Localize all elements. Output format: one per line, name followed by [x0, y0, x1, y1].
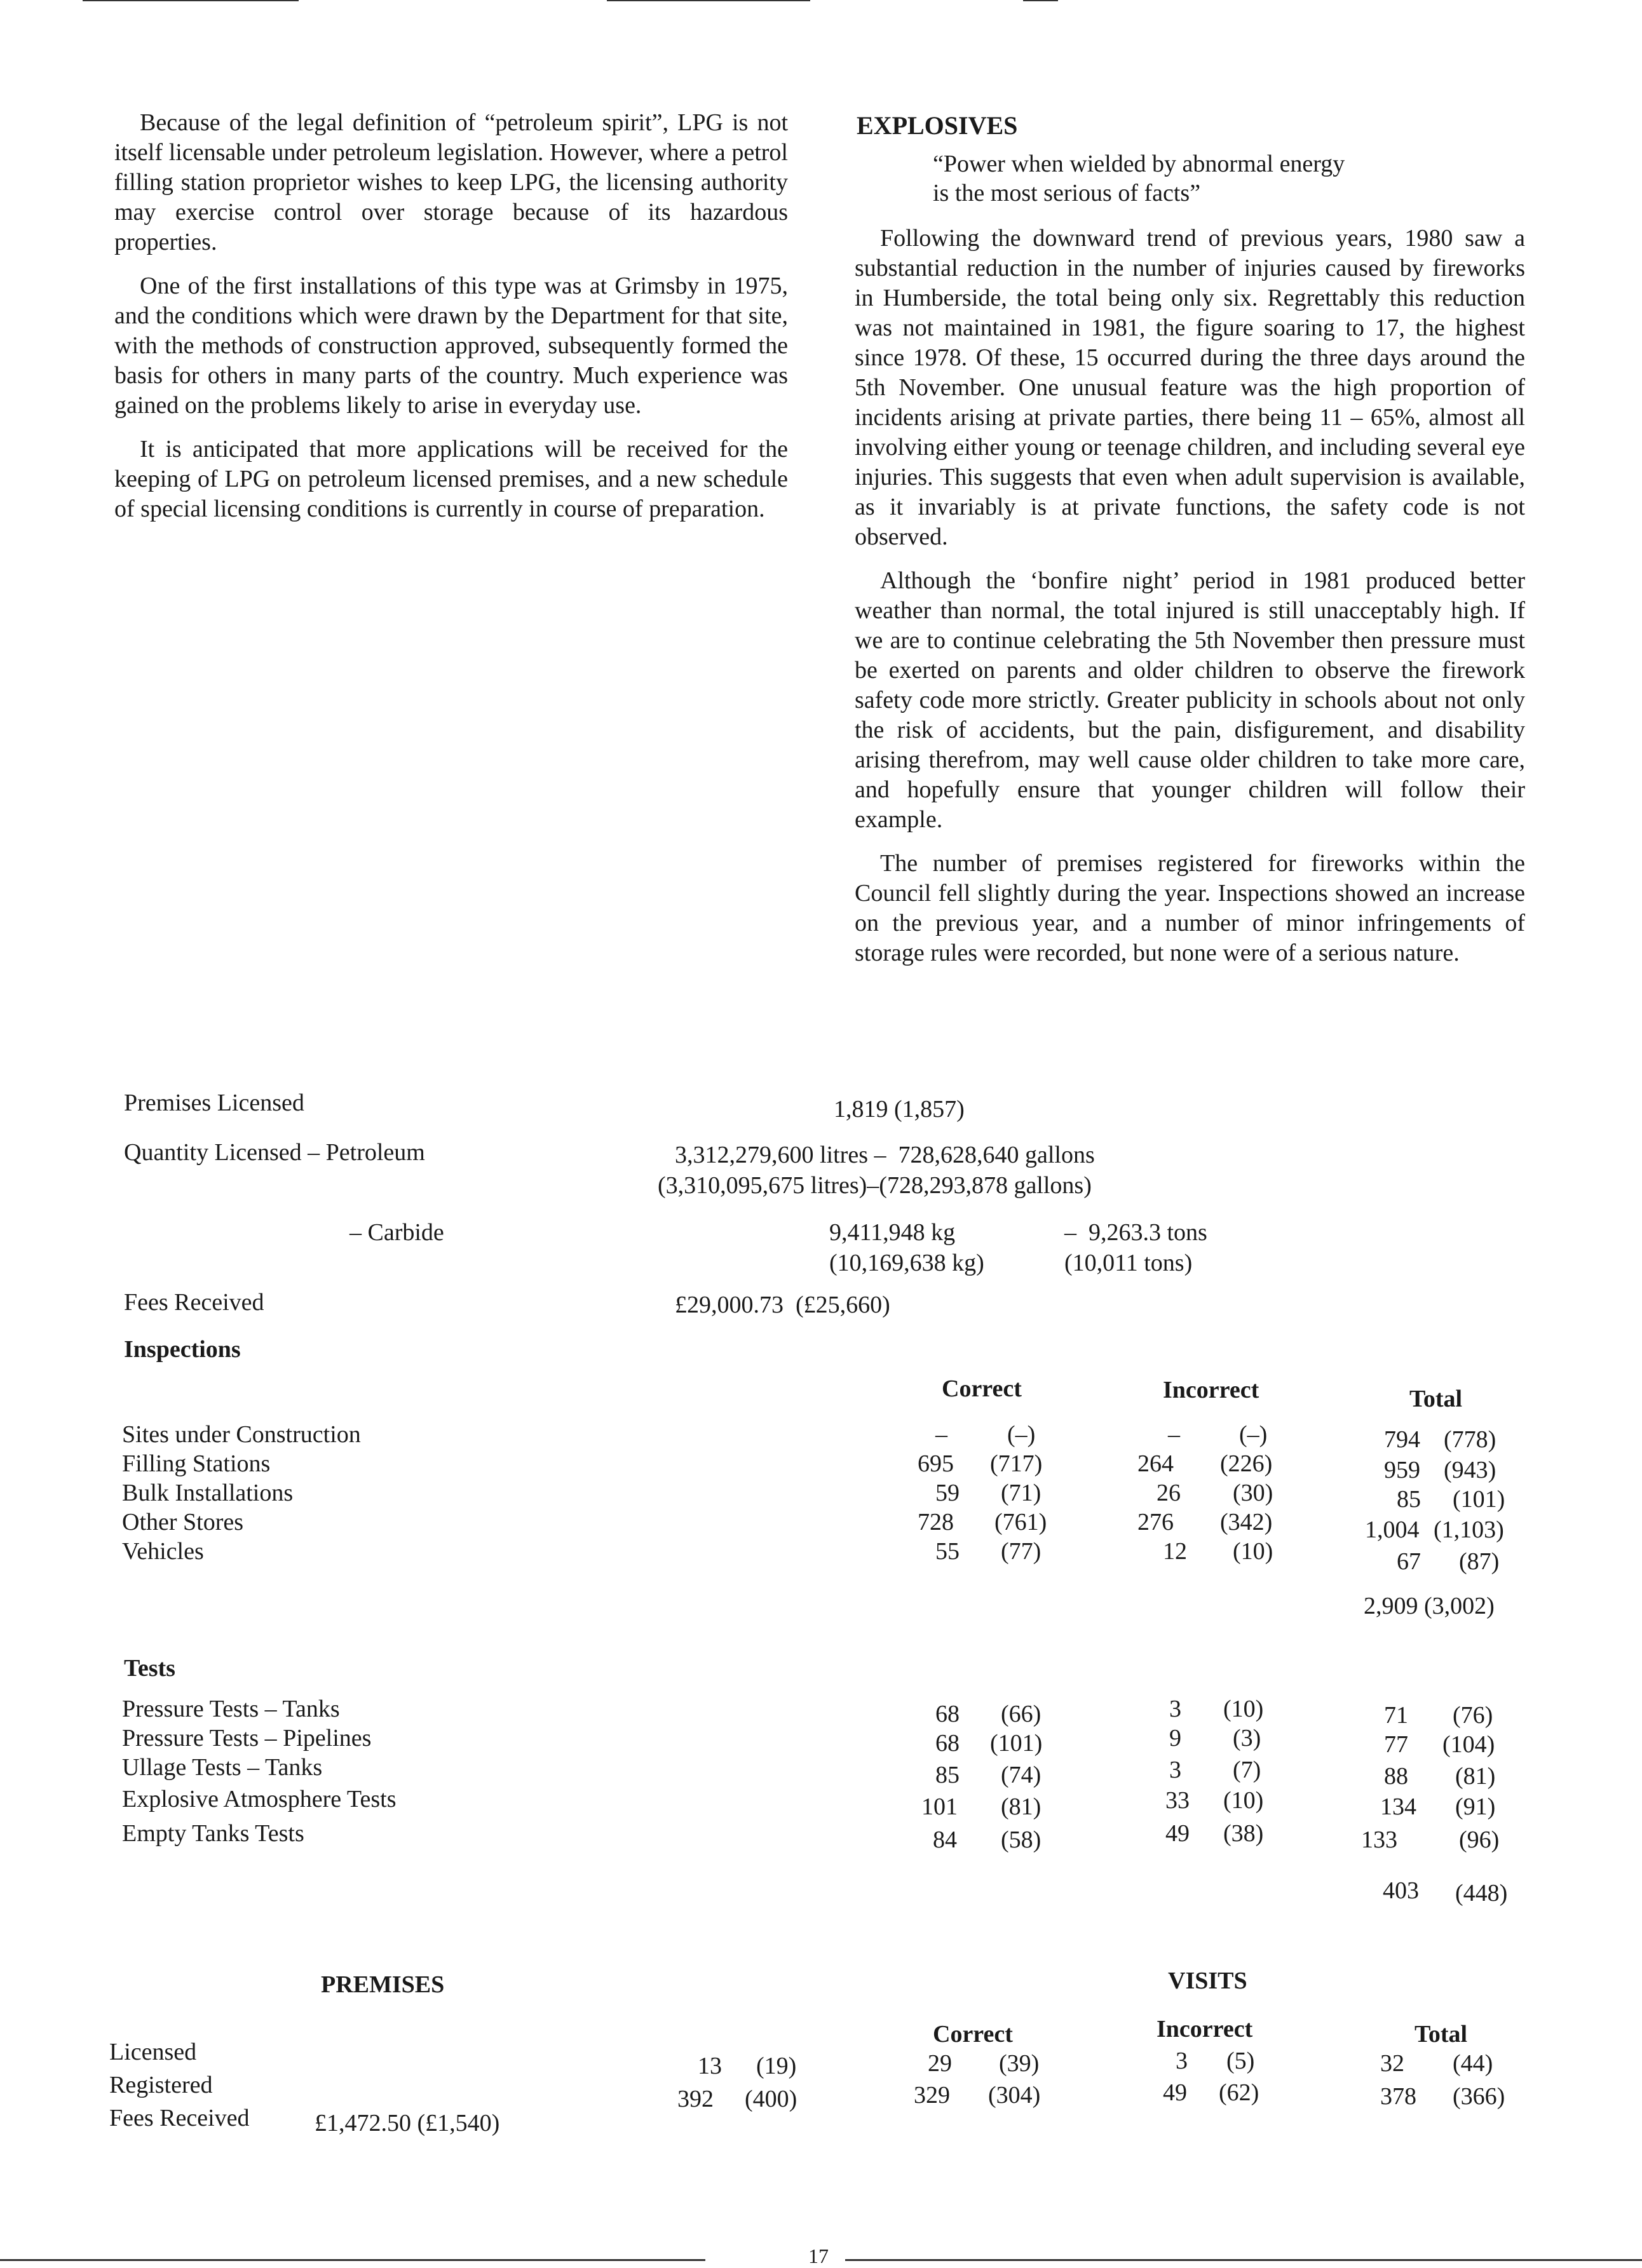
premises-fees-label: Fees Received: [109, 2105, 250, 2131]
petroleum-line-1: 3,312,279,600 litres – 728,628,640 gallons: [675, 1142, 1095, 1168]
correct-value: 68: [935, 1701, 960, 1727]
left-paragraph-2: One of the first installations of this type was at Grimsby in 1975, and the conditions which were drawn by the Department for that site, with the methods of construction approved, subsequently formed the basis for others in many parts of the country. Much experience was gained on the problems likely to arise in everyday use.: [114, 273, 788, 419]
row-label: Filling Stations: [122, 1450, 271, 1477]
incorrect-prev: (–): [1239, 1421, 1268, 1448]
registered-incorrect-prev: (62): [1219, 2079, 1259, 2106]
incorrect-value: 9: [1169, 1725, 1181, 1752]
incorrect-value: 49: [1165, 1820, 1190, 1847]
fees-received-value: £29,000.73 (£25,660): [675, 1292, 890, 1318]
premises-licensed-label: Premises Licensed: [124, 1090, 304, 1116]
total-prev: (943): [1444, 1457, 1496, 1483]
row-label: Empty Tanks Tests: [122, 1820, 304, 1847]
total-prev: (96): [1459, 1826, 1500, 1853]
correct-prev: (77): [1001, 1538, 1042, 1565]
left-paragraph-3: It is anticipated that more applications will be received for the keeping of LPG on petroleum licensed premises, and a new schedule of special licensing conditions is currently in course of preparation.: [114, 436, 788, 522]
incorrect-prev: (10): [1233, 1538, 1273, 1565]
total-value: 1,004: [1365, 1516, 1420, 1543]
carbide-label: – Carbide: [349, 1219, 444, 1246]
carbide-tons: – 9,263.3 tons: [1064, 1219, 1207, 1246]
premises-heading: PREMISES: [321, 1971, 445, 1998]
total-prev: (778): [1444, 1426, 1496, 1453]
carbide-kg-prev: (10,169,638 kg): [829, 1250, 984, 1276]
correct-value: –: [935, 1421, 947, 1448]
incorrect-prev: (10): [1223, 1787, 1264, 1814]
incorrect-value: 26: [1157, 1480, 1181, 1506]
licensed-count-prev: (19): [756, 2053, 797, 2079]
incorrect-prev: (3): [1233, 1725, 1261, 1752]
total-prev: (104): [1442, 1731, 1495, 1758]
page-number: 17: [808, 2244, 829, 2267]
incorrect-value: 12: [1163, 1538, 1187, 1565]
correct-prev: (81): [1001, 1793, 1042, 1820]
correct-value: 55: [935, 1538, 960, 1565]
explosives-heading: EXPLOSIVES: [857, 111, 1018, 140]
total-prev: (87): [1459, 1548, 1500, 1575]
explosives-quote-line-2: is the most serious of facts”: [933, 180, 1201, 206]
petroleum-line-2: (3,310,095,675 litres)–(728,293,878 gallons): [658, 1172, 1092, 1199]
registered-count: 392: [677, 2086, 714, 2112]
licensed-incorrect-prev: (5): [1226, 2048, 1255, 2074]
correct-prev: (74): [1001, 1762, 1042, 1788]
total-value: 71: [1384, 1702, 1408, 1729]
total-prev: (91): [1455, 1793, 1496, 1820]
tests-grand-total: 403: [1383, 1877, 1419, 1904]
inspections-col-correct: Correct: [942, 1375, 1022, 1402]
licensed-incorrect: 3: [1176, 2048, 1188, 2074]
registered-total-prev: (366): [1453, 2083, 1505, 2110]
correct-value: 695: [918, 1450, 954, 1477]
explosives-paragraph-1: Following the downward trend of previous years, 1980 saw a substantial reduction in the number of injuries caused by fireworks in Humberside, the total being only six. Regrettably this reduction was not maintained in 1981, the figure soaring to 17, the highest since 1978. Of these, 15 occurred during the three days around the 5th November. One unusual feature was the high proportion of incidents arising at private parties, there being 11 – 65%, almost all involving either young or teenage children, and including several eye injuries. This suggests that even when adult supervision is available, as it invariably is at private functions, the safety code is not observed.: [855, 225, 1525, 550]
correct-prev: (66): [1001, 1701, 1042, 1727]
correct-value: 84: [933, 1826, 957, 1853]
visits-col-incorrect: Incorrect: [1157, 2016, 1253, 2042]
incorrect-value: 33: [1165, 1787, 1190, 1814]
visits-col-total: Total: [1415, 2021, 1468, 2048]
registered-incorrect: 49: [1163, 2079, 1187, 2106]
explosives-body: [855, 224, 1525, 982]
left-paragraph-1: Because of the legal definition of “petroleum spirit”, LPG is not itself licensable under petroleum legislation. However, where a petrol filling station proprietor wishes to keep LPG, the licensing authority may exercise control over storage because of its hazardous properties.: [114, 109, 788, 255]
tests-heading: Tests: [124, 1655, 175, 1682]
correct-value: 85: [935, 1762, 960, 1788]
premises-licensed-value: 1,819 (1,857): [834, 1096, 965, 1123]
tests-grand-total-prev: (448): [1455, 1880, 1508, 1907]
correct-value: 101: [921, 1793, 958, 1820]
total-prev: (101): [1453, 1486, 1505, 1513]
row-label: Explosive Atmosphere Tests: [122, 1786, 397, 1812]
incorrect-value: 264: [1137, 1450, 1174, 1477]
total-value: 794: [1384, 1426, 1420, 1453]
licensed-total-prev: (44): [1453, 2050, 1493, 2077]
incorrect-prev: (226): [1220, 1450, 1273, 1477]
premises-fees-value: £1,472.50 (£1,540): [315, 2110, 500, 2136]
incorrect-prev: (7): [1233, 1757, 1261, 1783]
registered-total: 378: [1380, 2083, 1416, 2110]
incorrect-value: 3: [1169, 1757, 1181, 1783]
visits-heading: VISITS: [1168, 1968, 1247, 1994]
registered-correct: 329: [914, 2082, 950, 2109]
incorrect-prev: (38): [1223, 1820, 1264, 1847]
correct-value: 728: [918, 1509, 954, 1536]
explosives-paragraph-2: Although the ‘bonfire night’ period in 1981 produced better weather than normal, the total injured is still unacceptably high. If we are to continue celebrating the 5th November then pressure must be exerted on parents and older children to observe the firework safety code more strictly. Greater publicity in schools about not only the risk of accidents, but the pain, disfigurement, and disability arising therefrom, may well cause older children to take more care, and hopefully ensure that younger children will follow their example.: [855, 567, 1525, 833]
total-value: 959: [1384, 1457, 1420, 1483]
left-column: [114, 108, 788, 538]
fees-received-label: Fees Received: [124, 1289, 264, 1316]
inspections-col-total: Total: [1409, 1386, 1463, 1412]
bottom-rule-left: [0, 2259, 705, 2261]
bottom-rule-right: [845, 2259, 1642, 2261]
total-prev: (1,103): [1434, 1516, 1504, 1543]
registered-label: Registered: [109, 2072, 213, 2098]
row-label: Ullage Tests – Tanks: [122, 1754, 323, 1781]
correct-prev: (761): [994, 1509, 1047, 1536]
correct-prev: (717): [990, 1450, 1043, 1477]
correct-prev: (–): [1007, 1421, 1036, 1448]
total-value: 133: [1361, 1826, 1397, 1853]
explosives-quote-line-1: “Power when wielded by abnormal energy: [933, 151, 1345, 177]
incorrect-prev: (10): [1223, 1696, 1264, 1722]
quantity-licensed-label: Quantity Licensed – Petroleum: [124, 1139, 425, 1166]
correct-value: 68: [935, 1730, 960, 1757]
total-value: 85: [1397, 1486, 1421, 1513]
licensed-count: 13: [698, 2053, 722, 2079]
carbide-kg: 9,411,948 kg: [829, 1219, 956, 1246]
inspections-grand-total: 2,909 (3,002): [1364, 1593, 1495, 1619]
top-rule-right: [1023, 0, 1058, 1]
licensed-label: Licensed: [109, 2039, 197, 2065]
explosives-paragraph-3: The number of premises registered for fireworks within the Council fell slightly during the year. Inspections showed an increase on the previous year, and a number of minor infringements of storage rules were recorded, but none were of a serious nature.: [855, 850, 1525, 966]
incorrect-value: 3: [1169, 1696, 1181, 1722]
incorrect-value: –: [1168, 1421, 1180, 1448]
carbide-tons-prev: (10,011 tons): [1064, 1250, 1193, 1276]
licensed-correct-prev: (39): [999, 2050, 1040, 2077]
licensed-correct: 29: [928, 2050, 952, 2077]
correct-prev: (58): [1001, 1826, 1042, 1853]
row-label: Pressure Tests – Tanks: [122, 1696, 340, 1722]
inspections-heading: Inspections: [124, 1336, 241, 1363]
total-prev: (76): [1453, 1702, 1493, 1729]
registered-count-prev: (400): [745, 2086, 797, 2112]
correct-prev: (101): [990, 1730, 1043, 1757]
row-label: Sites under Construction: [122, 1421, 361, 1448]
visits-col-correct: Correct: [933, 2021, 1013, 2048]
total-prev: (81): [1455, 1763, 1496, 1790]
incorrect-prev: (30): [1233, 1480, 1273, 1506]
top-rule-center: [607, 0, 810, 1]
total-value: 67: [1397, 1548, 1421, 1575]
row-label: Vehicles: [122, 1538, 204, 1565]
inspections-col-incorrect: Incorrect: [1163, 1377, 1259, 1403]
incorrect-prev: (342): [1220, 1509, 1273, 1536]
incorrect-value: 276: [1137, 1509, 1174, 1536]
correct-prev: (71): [1001, 1480, 1042, 1506]
row-label: Bulk Installations: [122, 1480, 294, 1506]
registered-correct-prev: (304): [988, 2082, 1041, 2109]
total-value: 77: [1384, 1731, 1408, 1758]
row-label: Pressure Tests – Pipelines: [122, 1725, 372, 1752]
total-value: 88: [1384, 1763, 1408, 1790]
licensed-total: 32: [1380, 2050, 1404, 2077]
top-rule-left: [83, 0, 299, 1]
row-label: Other Stores: [122, 1509, 244, 1536]
correct-value: 59: [935, 1480, 960, 1506]
total-value: 134: [1380, 1793, 1416, 1820]
